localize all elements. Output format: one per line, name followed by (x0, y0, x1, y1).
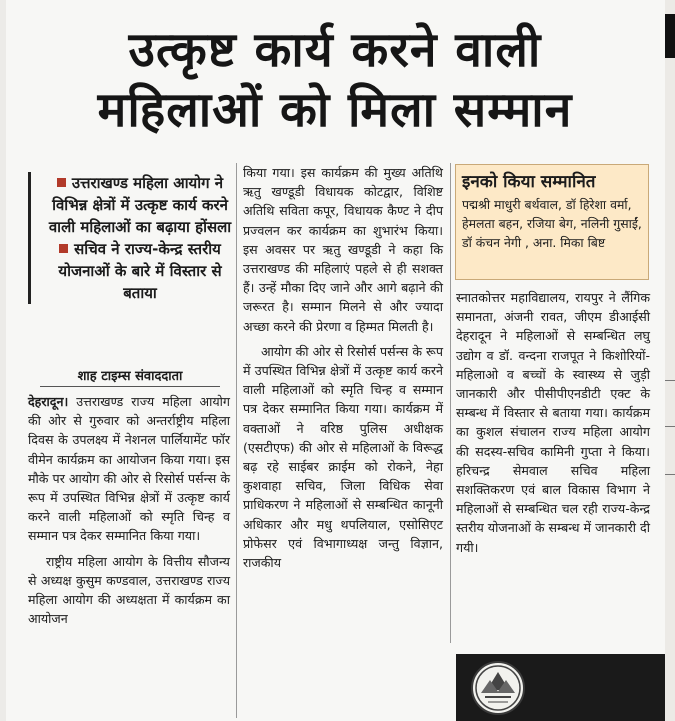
byline: शाह टाइम्स संवाददाता (40, 366, 220, 387)
paragraph: आयोग की ओर से रिसोर्स पर्सन्स के रूप में उपस्थित विभिन्न क्षेत्रों में उत्कृष्ट कार्य करने वाली महिलाओं को स्मृति चिन्ह व सम्मान पत्र देकर सम्मानित किया गया। कार्यक्रम में वक्ताओं ने वरिष्ठ पुलिस अधीक्षक (एसटीएफ) की ओर से महिलाओं के विरूद्ध बढ़ रहे साईबर क्राईम को रोकने, नेहा कुशवाहा सचिव, जिला विधिक सेवा प्राधिकरण ने महिलाओं से सम्बन्धित कानूनी अधिकार और मधु थपलियाल, एसोसिएट प्रोफेसर एवं विभागाध्यक्ष जन्तु विज्ञान, राजकीय (243, 343, 443, 571)
bullet-square-icon (57, 178, 66, 187)
adjacent-rule (665, 426, 675, 427)
honored-box-title: इनको किया सम्मानित (462, 172, 596, 192)
paragraph (28, 392, 230, 546)
headline-line-2: महिलाओं को मिला सम्मान (97, 82, 573, 138)
honored-women-box (455, 164, 649, 280)
dateline: देहरादून। (28, 394, 69, 409)
adjacent-article-edge (0, 0, 6, 721)
paragraph: राष्ट्रीय महिला आयोग के वित्तीय सौजन्य से अध्यक्ष कुसुम कण्डवाल, उत्तराखण्ड राज्य महिला आयोग की अध्यक्षता में कार्यक्रम का आयोजन (28, 553, 230, 627)
highlight-text: उत्तराखण्ड महिला आयोग ने विभिन्न क्षेत्रों में उत्कृष्ट कार्य करने वाली महिलाओं का बढ़ाया होंसला (48, 174, 232, 236)
article-column-2 (243, 163, 443, 572)
adjacent-ad-edge (665, 0, 675, 721)
adjacent-black-block (665, 14, 675, 58)
adjacent-rule (665, 474, 675, 475)
paragraph: किया गया। इस कार्यक्रम की मुख्य अतिथि ऋतु खण्डूडी विधायक कोटद्वार, विशिष्ट अतिथि सविता कपूर, विधायक कैण्ट ने दीप प्रज्वलन कर कार्यक्रम का शुभारंभ किया। इस अवसर पर ऋतु खण्डूडी ने कहा कि उत्तराखण्ड की महिलाएं पहले से ही सशक्त हैं। उन्हें मौका दिए जाने और आगे बढ़ाने की जरूरत है। सम्मान मिलने से और ज्यादा अच्छा करने की प्रेरणा व हिम्मत मिलती है। (243, 165, 443, 334)
bullet-square-icon (59, 244, 68, 253)
paragraph-text: उत्तराखण्ड राज्य महिला आयोग की ओर से गुरुवार को अन्तर्राष्ट्रीय महिला दिवस के उपलक्ष्य में नेशनल पार्लियामेंट फॉर वीमेन कार्यक्रम का आयोजन किया गया। इस मौके पर आयोग की ओर से रिसोर्स पर्सन्स के रूप में उपस्थित विभिन्न क्षेत्रों में उत्कृष्ट कार्य करने वाली महिलाओं को स्मृति चिन्ह व सम्मान पत्र देकर सम्मानित किया गया। (28, 394, 230, 544)
adjacent-rule (665, 380, 675, 381)
headline-line-1: उत्कृष्ट कार्य करने वाली (128, 22, 542, 78)
highlights-box (28, 172, 241, 304)
highlight-text: सचिव ने राज्य-केन्द्र स्तरीय योजनाओं के बारे में विस्तार से बताया (58, 240, 222, 302)
column-divider (450, 163, 451, 643)
uttarakhand-government-emblem (471, 661, 525, 715)
emblem-icon (473, 663, 523, 713)
column-divider (236, 163, 237, 718)
article-column-1 (28, 392, 230, 628)
paragraph: स्नातकोत्तर महाविद्यालय, रायपुर ने लैंगिक समानता, अंजनी रावत, जीएम डीआईसी देहरादून ने महिलाओं से सम्बन्धित लघु उद्योग व डॉ. वन्दना राजपूत ने किशोरियों-महिलाओ व बच्चों के स्वास्थ्य से जुड़ी जानकारी और पीसीपीएनडीटी एक्ट के सम्बन्ध में विस्तार से बताया गया। कार्यक्रम का कुशल संचालन राज्य महिला आयोग की सदस्य-सचिव कामिनी गुप्ता ने किया। हरिचन्द्र सेमवाल सचिव महिला सशक्तिकरण एवं बाल विकास विभाग ने महिलाओं से सम्बन्धित चल रही राज्य-केन्द्र स्तरीय योजनाओं के सम्बन्ध में जानकारी दी गयी। (456, 290, 650, 555)
article-column-3 (456, 288, 650, 557)
highlight-item (39, 172, 241, 238)
headline (20, 20, 650, 140)
highlight-item (39, 238, 241, 304)
honored-box-list: पद्मश्री माधुरी बर्थवाल, डॉ हिरेशा वर्मा, हेमलता बहन, रजिया बेग, नलिनी गुसाईं, डॉ कंचन नेगी , अना. मिका बिष्ट (462, 197, 642, 250)
